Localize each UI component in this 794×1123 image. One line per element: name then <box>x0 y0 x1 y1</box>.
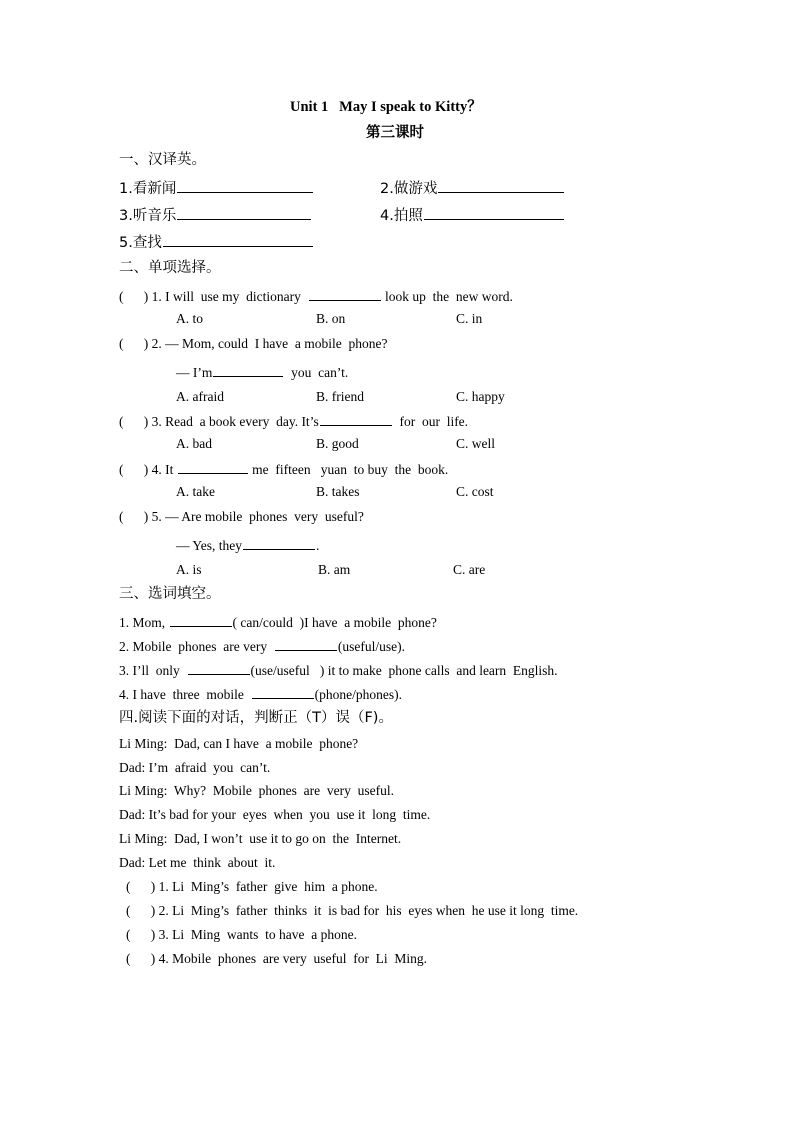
fill-sentence-3-text-b: (use/useful ) it to make phone calls and learn English. <box>250 663 558 678</box>
question-4-text-b: me fifteen yuan to buy the book. <box>248 462 449 477</box>
page-subtitle: 第三课时 <box>366 125 424 141</box>
question-2-reply <box>176 362 348 382</box>
judgment-item-4[interactable]: ( ) 4. Mobile phones are very useful for Li Ming. <box>126 951 428 966</box>
question-1-option-c[interactable]: C. in <box>456 311 483 326</box>
answer-blank[interactable] <box>424 205 564 220</box>
dialogue-line: Li Ming: Why? Mobile phones are very useful. <box>119 783 394 798</box>
answer-blank[interactable] <box>243 535 315 550</box>
question-4-text-a: ( ) 4. It <box>119 462 177 477</box>
question-4-option-b[interactable]: B. takes <box>316 484 360 499</box>
answer-blank[interactable] <box>178 459 248 474</box>
question-5: ( ) 5. — Are mobile phones very useful? <box>119 509 364 524</box>
question-3-text-a: ( ) 3. Read a book every day. It’s <box>119 414 319 429</box>
translate-item-3 <box>119 205 312 225</box>
answer-blank[interactable] <box>177 205 311 220</box>
fill-sentence-2 <box>119 636 405 656</box>
answer-blank[interactable] <box>213 362 283 377</box>
question-1 <box>119 286 513 306</box>
question-5-option-b[interactable]: B. am <box>318 562 351 577</box>
question-5-option-c[interactable]: C. are <box>453 562 486 577</box>
fill-sentence-3-text-a: 3. I’ll only <box>119 663 187 678</box>
answer-blank[interactable] <box>275 636 337 651</box>
question-3-option-c[interactable]: C. well <box>456 436 495 451</box>
translate-item-1 <box>119 178 314 198</box>
question-1-option-a[interactable]: A. to <box>176 311 203 326</box>
question-5-reply-text-b: . <box>316 538 320 553</box>
fill-sentence-3 <box>119 660 558 680</box>
translate-item-4 <box>380 205 565 225</box>
answer-blank[interactable] <box>438 178 564 193</box>
section4-heading: 四.阅读下面的对话，判断正（T）误（F)。 <box>119 710 393 726</box>
fill-sentence-1-text-a: 1. Mom, <box>119 615 169 630</box>
translate-item-5 <box>119 232 314 252</box>
fill-sentence-2-text-b: (useful/use). <box>337 639 405 654</box>
translate-item-5-label: 5.查找 <box>119 235 162 251</box>
fill-sentence-2-text-a: 2. Mobile phones are very <box>119 639 274 654</box>
judgment-item-2[interactable]: ( ) 2. Li Ming’s father thinks it is bad for his eyes when he use it long time. <box>126 903 579 918</box>
question-2-reply-text-b: you can’t. <box>284 365 349 380</box>
dialogue-line: Li Ming: Dad, I won’t use it to go on the Internet. <box>119 831 402 846</box>
question-2-option-a[interactable]: A. afraid <box>176 389 224 404</box>
question-4-option-c[interactable]: C. cost <box>456 484 494 499</box>
dialogue-line: Li Ming: Dad, can I have a mobile phone? <box>119 736 359 751</box>
translate-item-4-label: 4.拍照 <box>380 208 423 224</box>
fill-sentence-1-text-b: ( can/could )I have a mobile phone? <box>232 615 437 630</box>
question-1-text-b: look up the new word. <box>381 289 513 304</box>
judgment-item-3[interactable]: ( ) 3. Li Ming wants to have a phone. <box>126 927 357 942</box>
page-title: Unit 1 May I speak to Kitty？ <box>290 99 482 115</box>
question-1-option-b[interactable]: B. on <box>316 311 346 326</box>
question-3-option-a[interactable]: A. bad <box>176 436 212 451</box>
answer-blank[interactable] <box>320 411 392 426</box>
dialogue-line: Dad: Let me think about it. <box>119 855 276 870</box>
answer-blank[interactable] <box>170 612 232 627</box>
answer-blank[interactable] <box>188 660 250 675</box>
section3-heading: 三、选词填空。 <box>119 586 221 602</box>
question-2-reply-text-a: — I’m <box>176 365 213 380</box>
judgment-item-1[interactable]: ( ) 1. Li Ming’s father give him a phone. <box>126 879 378 894</box>
question-5-reply-text-a: — Yes, they <box>176 538 243 553</box>
answer-blank[interactable] <box>177 178 313 193</box>
section2-heading: 二、单项选择。 <box>119 260 221 276</box>
question-2: ( ) 2. — Mom, could I have a mobile phone? <box>119 336 388 351</box>
question-5-reply <box>176 535 319 555</box>
translate-item-1-label: 1.看新闻 <box>119 181 177 197</box>
translate-item-2 <box>380 178 565 198</box>
fill-sentence-4 <box>119 684 402 704</box>
question-3-option-b[interactable]: B. good <box>316 436 359 451</box>
answer-blank[interactable] <box>252 684 314 699</box>
question-4-option-a[interactable]: A. take <box>176 484 215 499</box>
dialogue-line: Dad: I’m afraid you can’t. <box>119 760 271 775</box>
translate-item-2-label: 2.做游戏 <box>380 181 438 197</box>
fill-sentence-4-text-b: (phone/phones). <box>314 687 402 702</box>
answer-blank[interactable] <box>163 232 313 247</box>
translate-item-3-label: 3.听音乐 <box>119 208 177 224</box>
answer-blank[interactable] <box>309 286 381 301</box>
question-1-text-a: ( ) 1. I will use my dictionary <box>119 289 308 304</box>
question-5-option-a[interactable]: A. is <box>176 562 202 577</box>
fill-sentence-4-text-a: 4. I have three mobile <box>119 687 251 702</box>
section1-heading: 一、汉译英。 <box>119 152 206 168</box>
fill-sentence-1 <box>119 612 437 632</box>
question-3 <box>119 411 468 431</box>
question-3-text-b: for our life. <box>392 414 469 429</box>
question-4 <box>119 459 448 479</box>
question-2-option-b[interactable]: B. friend <box>316 389 364 404</box>
question-2-option-c[interactable]: C. happy <box>456 389 505 404</box>
dialogue-line: Dad: It’s bad for your eyes when you use it long time. <box>119 807 431 822</box>
